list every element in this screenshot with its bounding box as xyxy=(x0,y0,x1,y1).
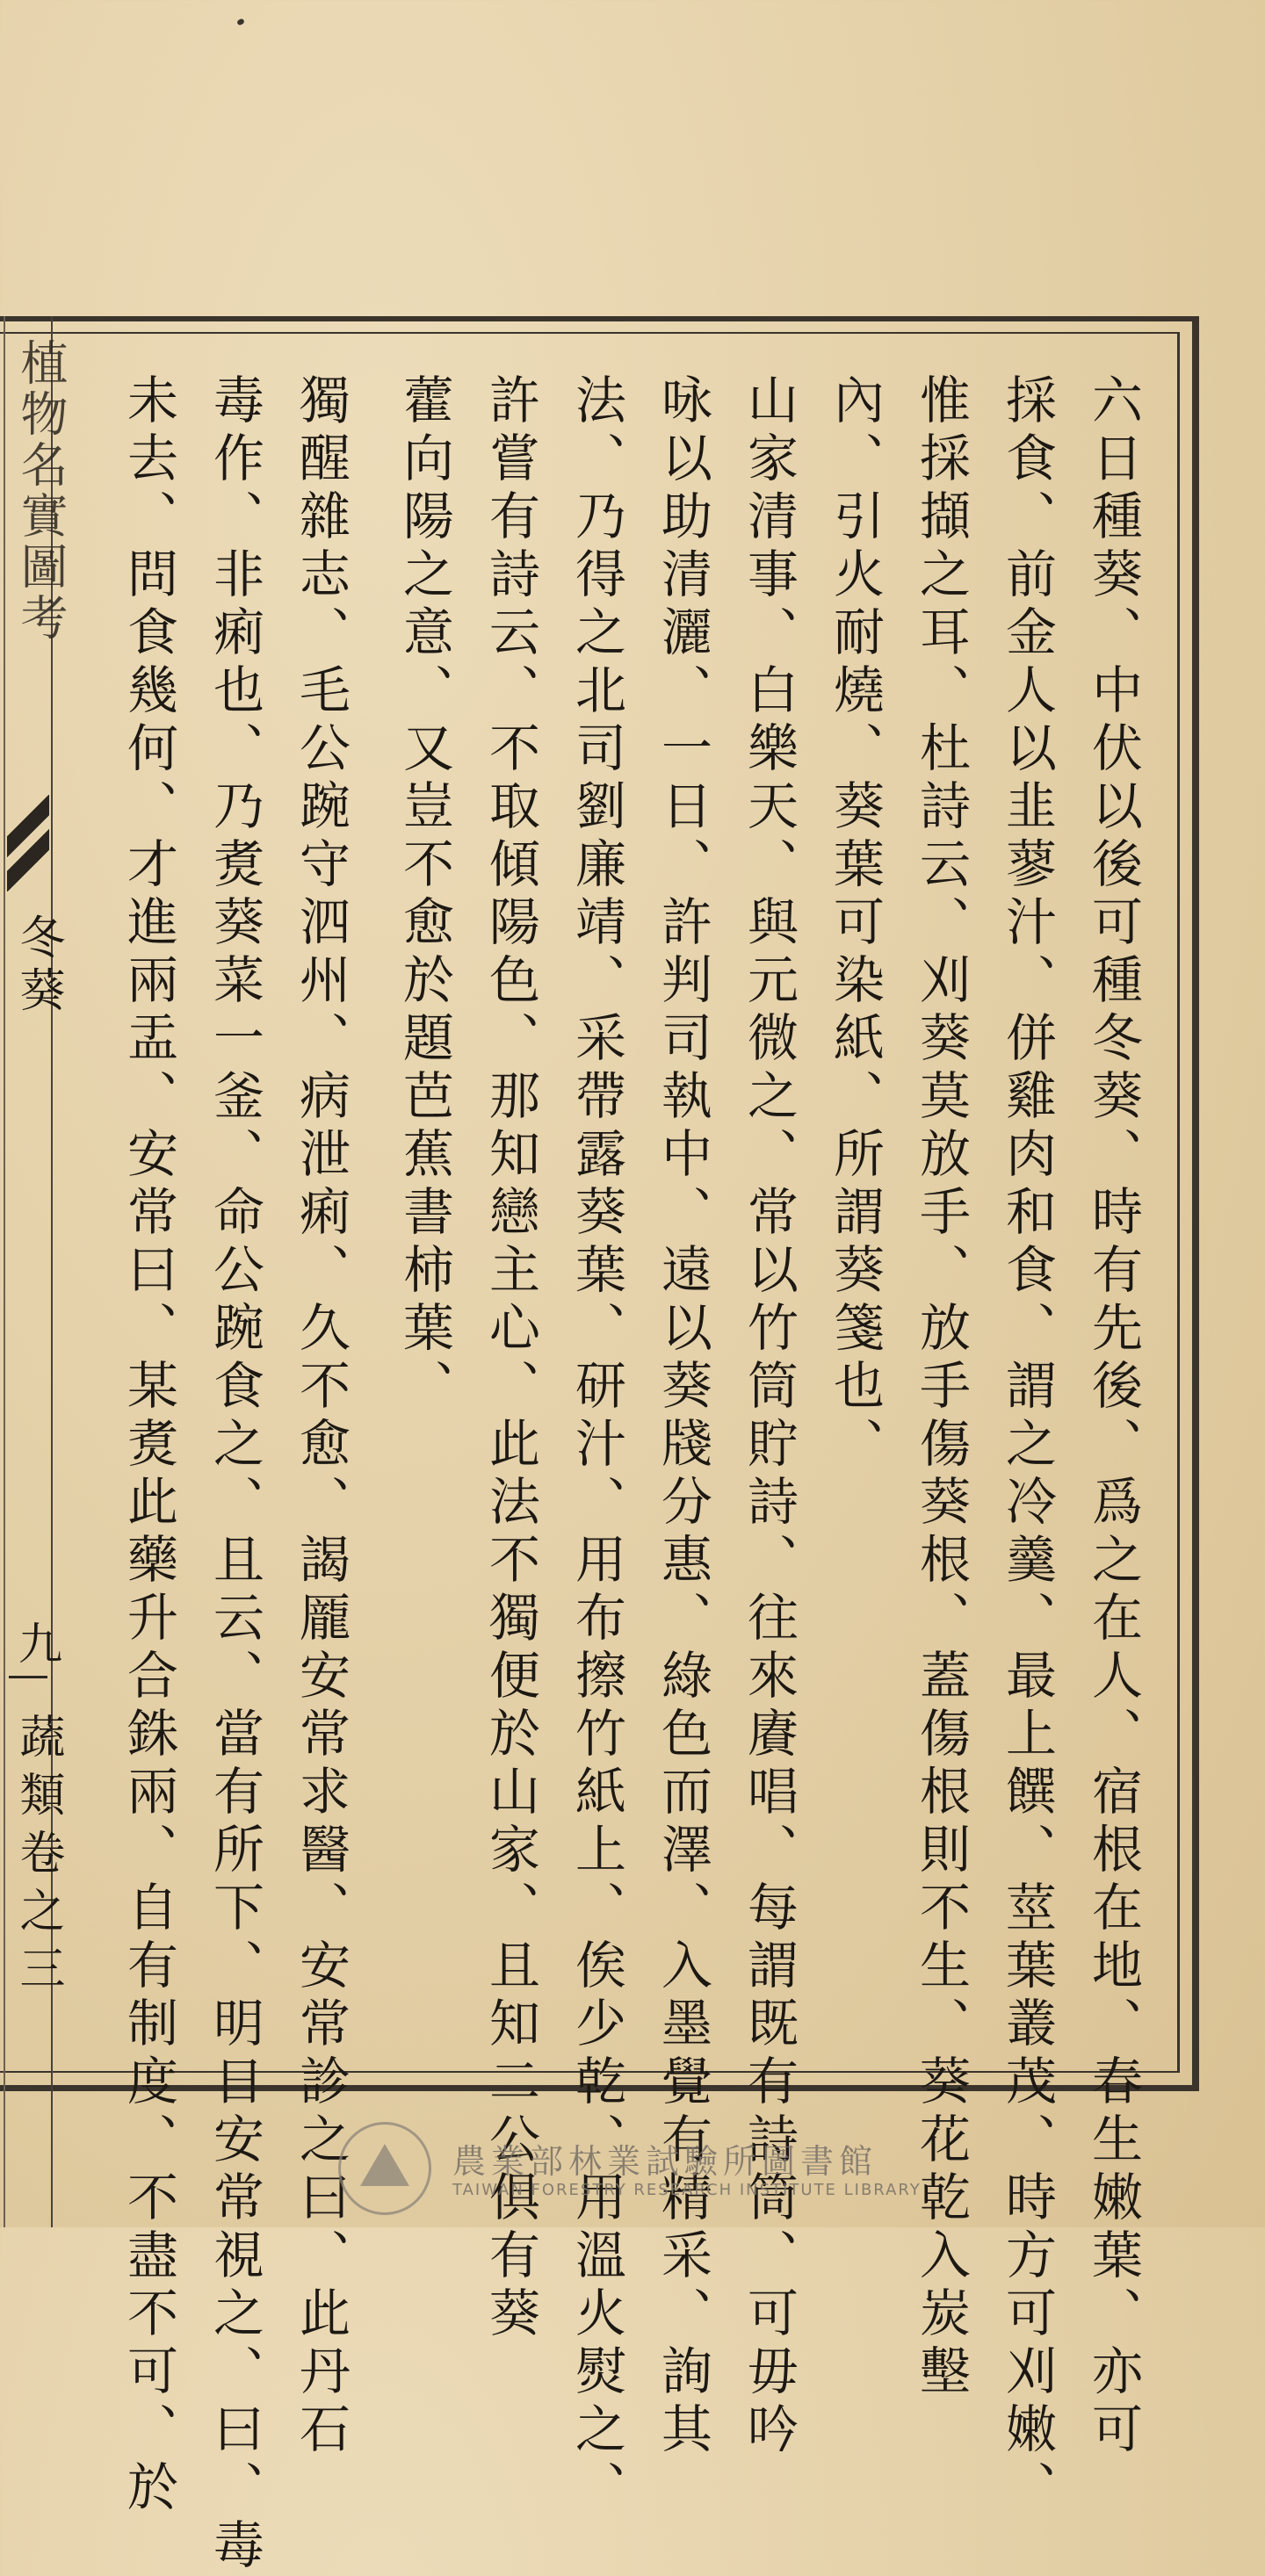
spine-divider xyxy=(9,1676,47,1678)
text-column-4: 內、引火耐燒、葵葉可染紙、所謂葵箋也、 xyxy=(825,373,885,1475)
library-name-chinese: 農業部林業試驗所圖書館 xyxy=(452,2142,878,2181)
text-column-2: 採食、前金人以韭蓼汁、併雞肉和食、謂之冷羹、最上饌、莖葉叢茂、時方可刈嫩、 xyxy=(997,373,1057,2518)
text-column-7: 法、乃得之北司劉廉靖、采帶露葵葉、研汁、用布擦竹紙上、俟少乾、用溫火熨之、 xyxy=(567,373,626,2518)
text-column-10: 獨醒雜志、毛公踠守泗州、病泄痢、久不愈、謁龎安常求醫、安常診之曰、此丹石 xyxy=(291,373,351,2460)
fishtail-mark-icon xyxy=(7,795,49,891)
spine-book-title: 植物名實圖考 xyxy=(13,338,69,644)
frame-top-inner-rule xyxy=(0,332,1180,334)
text-column-5: 山家清事、白樂天、與元微之、常以竹筒貯詩、往來賡唱、每謂既有詩筒、可毋吟 xyxy=(739,373,799,2460)
spine-page-number: 九 xyxy=(11,1620,62,1664)
library-name-english: TAIWAN FORESTRY RESEARCH INSTITUTE LIBRARY xyxy=(452,2181,922,2199)
text-column-1: 六日種葵、中伏以後可種冬葵、時有先後、爲之在人、宿根在地、春生嫩葉、亦可 xyxy=(1083,373,1143,2460)
library-logo-icon xyxy=(338,2122,431,2215)
text-column-9: 藿向陽之意、又豈不愈於題芭蕉書柿葉、 xyxy=(394,373,454,1417)
frame-right-inner-rule xyxy=(1177,334,1180,2073)
text-column-8: 許嘗有詩云、不取傾陽色、那知戀主心、此法不獨便於山家、且知二公俱有葵 xyxy=(481,373,540,2344)
text-column-12: 未去、問食幾何、才進兩盂、安常曰、某煑此藥升合銖兩、自有制度、不盡不可、於 xyxy=(119,373,178,2518)
frame-top-rule xyxy=(0,316,1199,321)
spine-section-title: 冬葵 xyxy=(11,913,64,1019)
spine-volume-label: 蔬類卷之三 xyxy=(11,1713,64,2002)
text-column-3: 惟採擷之耳、杜詩云、刈葵莫放手、放手傷葵根、蓋傷根則不生、葵花乾入炭墼 xyxy=(911,373,971,2402)
text-column-11: 毒作、非痢也、乃煑葵菜一釜、命公踠食之、且云、當有所下、明日安常視之、曰、毒 xyxy=(205,373,264,2576)
text-column-6: 咏以助清灑、一日、許判司執中、遠以葵牋分惠、綠色而澤、入墨覺有精采、詢其 xyxy=(653,373,712,2460)
frame-right-outer-rule xyxy=(1192,316,1199,2091)
ink-speck xyxy=(236,18,245,25)
